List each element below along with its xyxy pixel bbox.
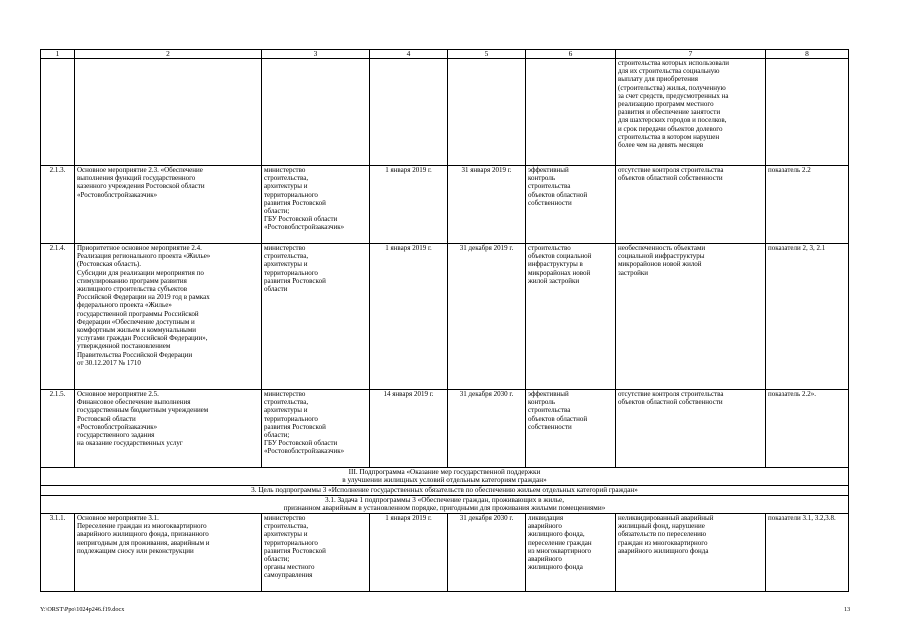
table-cell (448, 59, 526, 166)
end-date-cell: 31 декабря 2030 г. (448, 514, 526, 592)
consequences-cell: отсутствие контроля строительства объектов областной собственности (616, 166, 766, 244)
end-date-cell: 31 декабря 2030 г. (448, 390, 526, 468)
row-number: 2.1.3. (41, 166, 75, 244)
row-number: 3.1.1. (41, 514, 75, 592)
end-date-cell: 31 декабря 2019 г. (448, 244, 526, 390)
result-cell: ликвидация аварийного жилищного фонда, переселение граждан из многоквартирного аварийного жилищного фонда (526, 514, 616, 592)
measure-name-cell: Основное мероприятие 2.5. Финансовое обеспечение выполнения государственным бюджетным учреждением Ростовской области «Ростовоблстройзаказчик» государственного задания на оказание государственных услуг (75, 390, 262, 468)
subprogram-task: 3.1. Задача 1 подпрограммы 3 «Обеспечение граждан, проживающих в жилье, признанном аварийным в установленном порядке, пригодными для проживания жилыми помещениями» (41, 496, 849, 514)
measure-name-cell: Приоритетное основное мероприятие 2.4. Реализация регионального проекта «Жилье» (Ростовская область). Субсидии для реализации мероприятия по стимулированию программ развития жилищного строительства субъектов Российской Федерации на 2019 год в рамках федерального проекта «Жилье» государственной программы Российской Федерации «Обеспечение доступным и комфортным жильем и коммунальными услугами граждан Российской Федерации», утвержденной постановлением Правительства Российской Федерации от 30.12.2017 № 1710 (75, 244, 262, 390)
table-cell (766, 59, 849, 166)
measures-table (40, 49, 849, 592)
end-date-cell: 31 января 2019 г. (448, 166, 526, 244)
table-row (41, 514, 849, 592)
result-cell: строительство объектов социальной инфраструктуры в микрорайонах новой жилой застройки (526, 244, 616, 390)
start-date-cell: 1 января 2019 г. (370, 514, 448, 592)
column-number: 2 (75, 50, 262, 59)
footer-file-path: Y:\ORST\Ppo\1024p246.f19.docx (40, 606, 125, 613)
indicator-cell: показатели 3.1, 3.2,3.8. (766, 514, 849, 592)
executor-cell: министерство строительства, архитектуры и территориального развития Ростовской области; органы местного самоуправления (262, 514, 370, 592)
measure-name-cell: Основное мероприятие 2.3. «Обеспечение выполнения функций государственного казенного учреждения Ростовской области «Ростовоблстройзаказчик» (75, 166, 262, 244)
table-cell (526, 59, 616, 166)
result-cell: эффективный контроль строительства объектов областной собственности (526, 166, 616, 244)
table-cell (75, 59, 262, 166)
row-number: 2.1.5. (41, 390, 75, 468)
indicator-cell: показатель 2.2 (766, 166, 849, 244)
consequences-cell: неликвидированный аварийный жилищный фонд, нарушение обязательств по переселению граждан из многоквартирного аварийного жилищного фонда (616, 514, 766, 592)
consequences-cell: строительства которых использовали для их строительства социальную выплату для приобретения (строительства) жилья, полученную за счет средств, предусмотренных на реализацию программ местного развития и обеспечение занятости для шахтерских городов и поселков, и срок передачи объектов долевого строительства в котором нарушен более чем на девять месяцев (616, 59, 766, 166)
subprogram-title: III. Подпрограмма «Оказание мер государственной поддержки в улучшении жилищных условий отдельным категориям граждан» (41, 468, 849, 486)
start-date-cell: 14 января 2019 г. (370, 390, 448, 468)
section-row (41, 468, 849, 486)
column-number: 5 (448, 50, 526, 59)
column-number: 4 (370, 50, 448, 59)
start-date-cell: 1 января 2019 г. (370, 166, 448, 244)
subprogram-goal: 3. Цель подпрограммы 3 «Исполнение государственных обязательств по обеспечению жильем отдельных категорий граждан» (41, 486, 849, 496)
column-number: 1 (41, 50, 75, 59)
column-number: 6 (526, 50, 616, 59)
table-row (41, 166, 849, 244)
indicator-cell: показатель 2.2». (766, 390, 849, 468)
table-cell (370, 59, 448, 166)
section-row (41, 486, 849, 496)
table-row (41, 390, 849, 468)
column-number: 7 (616, 50, 766, 59)
executor-cell: министерство строительства, архитектуры и территориального развития Ростовской области; ГБУ Ростовской области «Ростовоблстройзаказчик» (262, 390, 370, 468)
column-number-row (41, 50, 849, 59)
column-number: 8 (766, 50, 849, 59)
table-cell (262, 59, 370, 166)
column-number: 3 (262, 50, 370, 59)
continuation-row (41, 59, 849, 166)
consequences-cell: отсутствие контроля строительства объектов областной собственности (616, 390, 766, 468)
table-cell (41, 59, 75, 166)
result-cell: эффективный контроль строительства объектов областной собственности (526, 390, 616, 468)
section-row (41, 496, 849, 514)
executor-cell: министерство строительства, архитектуры и территориального развития Ростовской области (262, 244, 370, 390)
start-date-cell: 1 января 2019 г. (370, 244, 448, 390)
indicator-cell: показатели 2, 3, 2.1 (766, 244, 849, 390)
row-number: 2.1.4. (41, 244, 75, 390)
table-row (41, 244, 849, 390)
executor-cell: министерство строительства, архитектуры и территориального развития Ростовской области; ГБУ Ростовской области «Ростовоблстройзаказчик» (262, 166, 370, 244)
measure-name-cell: Основное мероприятие 3.1. Переселение граждан из многоквартирного аварийного жилищного фонда, признанного непригодным для проживания, аварийным и подлежащим сносу или реконструкции (75, 514, 262, 592)
consequences-cell: необеспеченность объектами социальной инфраструктуры микрорайонов новой жилой застройки (616, 244, 766, 390)
page-number: 13 (844, 606, 851, 613)
